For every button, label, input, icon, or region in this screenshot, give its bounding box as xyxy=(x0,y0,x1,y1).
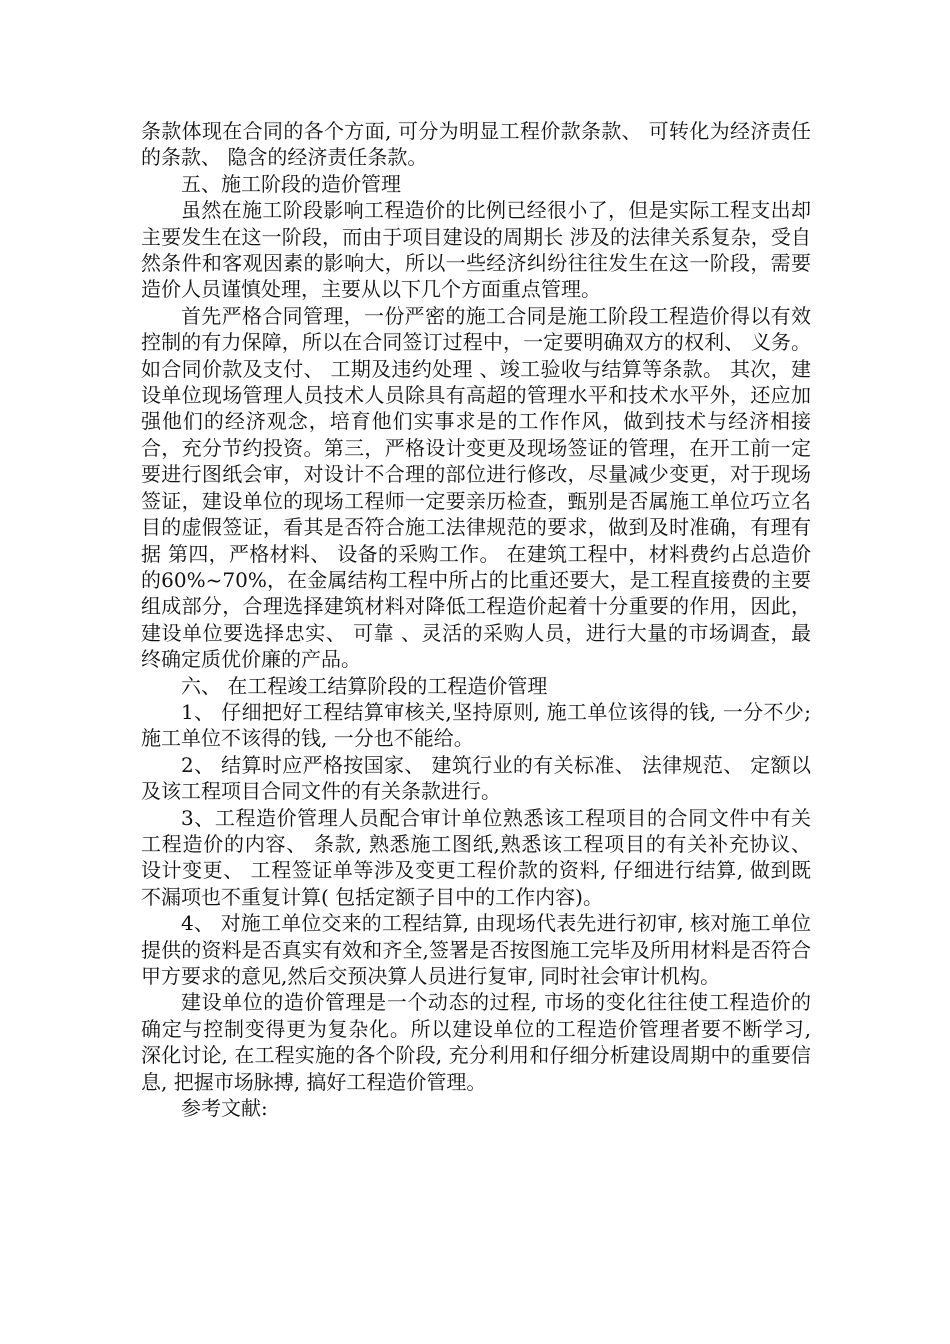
paragraph-conclusion: 建设单位的造价管理是一个动态的过程, 市场的变化往往使工程造价的确定与控制变得更为复杂化。所以建设单位的工程造价管理者要不断学习, 深化讨论, 在工程实施的各个阶段, 充分利用和仔细分析建设周期中的重要信息, 把握市场脉搏, 搞好工程造价管理。 xyxy=(141,990,811,1094)
list-item-2: 2、 结算时应严格按国家、 建筑行业的有关标准、 法律规范、 定额以及该工程项目合同文件的有关条款进行。 xyxy=(141,752,811,804)
paragraph-contract-management: 首先严格合同管理，一份严密的施工合同是施工阶段工程造价得以有效控制的有力保障，所以在合同签订过程中，一定要明确双方的权利、 义务。 如合同价款及支付、 工期及违约处理 、竣工验收与结算等条款。 其次，建设单位现场管理人员技术人员除具有高超的管理水平和技术水平外，还应加强他们的经济观念，培育他们实事求是的工作作风，做到技术与经济相接合，充分节约投资。第三，严格设计变更及现场签证的管理，在开工前一定要进行图纸会审，对设计不合理的部位进行修改，尽量减少变更，对于现场签证，建设单位的现场工程师一定要亲历检查，甄别是否属施工单位巧立名目的虚假签证，看其是否符合施工法律规范的要求，做到及时准确，有理有据 第四，严格材料、 设备的采购工作。 在建筑工程中，材料费约占总造价的60%~70%，在金属结构工程中所占的比重还要大，是工程直接费的主要组成部分，合理选择建筑材料对降低工程造价起着十分重要的作用，因此，建设单位要选择忠实、 可靠 、灵活的采购人员，进行大量的市场调查，最终确定质优价廉的产品。 xyxy=(141,303,811,672)
paragraph-continued-clauses: 条款体现在合同的各个方面, 可分为明显工程价款条款、 可转化为经济责任的条款、 隐含的经济责任条款。 xyxy=(141,119,811,170)
document-page xyxy=(141,118,811,1121)
section-heading-construction-stage: 五、施工阶段的造价管理 xyxy=(181,171,401,196)
paragraph-construction-stage-intro: 虽然在施工阶段影响工程造价的比例已经很小了，但是实际工程支出却主要发生在这一阶段，而由于项目建设的周期长 涉及的法律关系复杂，受自然条件和客观因素的影响大，所以一些经济纠纷往往发生在这一阶段，需要造价人员谨慎处理，主要从以下几个方面重点管理。 xyxy=(141,198,811,302)
section-heading-settlement-stage: 六、 在工程竣工结算阶段的工程造价管理 xyxy=(181,673,548,698)
list-item-1: 1、 仔细把好工程结算审核关,坚持原则, 施工单位该得的钱, 一分不少; 施工单位不该得的钱, 一分也不能给。 xyxy=(141,699,811,751)
list-item-3: 3、工程造价管理人员配合审计单位熟悉该工程项目的合同文件中有关工程造价的内容、 条款, 熟悉施工图纸,熟悉该工程项目的有关补充协议、 设计变更、 工程签证单等涉及变更工程价款的资料, 仔细进行结算, 做到既不漏项也不重复计算( 包括定额子目中的工作内容)。 xyxy=(141,805,811,909)
references-heading: 参考文献: xyxy=(181,1096,268,1121)
list-item-4: 4、 对施工单位交来的工程结算, 由现场代表先进行初审, 核对施工单位提供的资料是否真实有效和齐全,签署是否按图施工完毕及所用材料是否符合甲方要求的意见,然后交预决算人员进行复审, 同时社会审计机构。 xyxy=(141,911,811,988)
